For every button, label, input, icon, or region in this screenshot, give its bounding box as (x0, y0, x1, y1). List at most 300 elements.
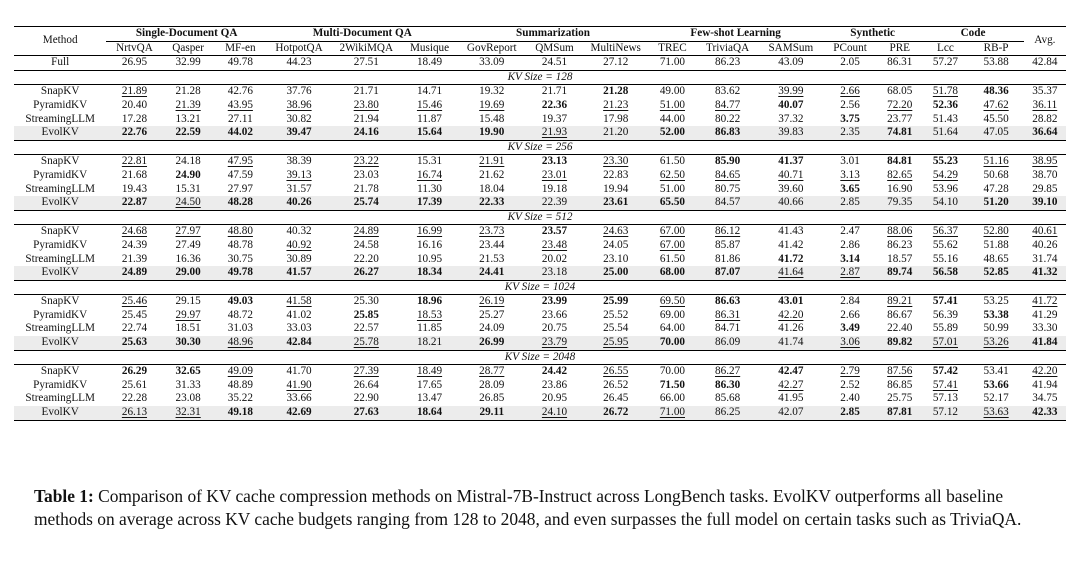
value-cell: 47.62 (983, 98, 1009, 111)
value-cell: 57.41 (932, 295, 958, 308)
value-cell: 44.02 (214, 126, 267, 140)
value-cell: 52.85 (969, 266, 1024, 280)
value-cell: 20.75 (541, 322, 568, 335)
value-cell: 40.32 (286, 225, 312, 238)
table-caption (34, 485, 1064, 531)
value-cell: 32.65 (175, 365, 201, 378)
value-cell: 54.10 (922, 196, 968, 210)
method-cell: PyramidKV (33, 98, 88, 111)
value-cell: 23.13 (541, 155, 568, 168)
results-table (14, 26, 1066, 421)
column-header: Lcc (922, 41, 968, 56)
value-cell: 3.01 (840, 155, 860, 168)
value-cell: 22.39 (526, 196, 583, 210)
table-row (14, 196, 1066, 210)
table-row (14, 169, 1066, 183)
value-cell: 18.64 (401, 406, 457, 420)
value-cell: 25.27 (479, 308, 505, 321)
table-row (14, 309, 1066, 323)
group-header-code: Code (922, 27, 1023, 42)
value-cell: 21.91 (479, 155, 505, 168)
value-cell: 24.89 (106, 266, 162, 280)
column-header: HotpotQA (267, 41, 331, 56)
value-cell: 23.73 (479, 225, 505, 238)
value-cell: 24.16 (331, 126, 401, 140)
value-cell: 2.35 (823, 126, 877, 140)
value-cell: 57.12 (922, 406, 968, 420)
table-row (14, 266, 1066, 280)
value-cell: 22.28 (121, 392, 148, 405)
value-cell: 42.27 (778, 378, 804, 391)
value-cell: 40.71 (778, 168, 804, 181)
value-cell: 2.85 (823, 406, 877, 420)
value-cell: 18.49 (416, 365, 443, 378)
value-cell: 40.07 (778, 98, 804, 111)
table-row (14, 155, 1066, 169)
value-cell: 11.85 (417, 322, 442, 335)
value-cell: 11.87 (417, 112, 442, 125)
value-cell: 19.32 (479, 85, 505, 98)
method-cell: PyramidKV (33, 378, 88, 391)
column-header: SAMSum (759, 41, 823, 56)
method-cell: EvolKV (14, 126, 106, 140)
value-cell: 2.47 (840, 225, 860, 238)
value-cell: 44.00 (659, 112, 685, 125)
group-header-summarization: Summarization (458, 27, 649, 42)
group-header-few-shot: Few-shot Learning (648, 27, 823, 42)
value-cell: 42.69 (267, 406, 331, 420)
value-cell: 89.74 (877, 266, 922, 280)
column-header: RB-P (969, 41, 1024, 56)
value-cell: 33.30 (1032, 322, 1058, 335)
value-cell: 15.48 (479, 112, 505, 125)
value-cell: 26.52 (603, 378, 629, 391)
value-cell: 22.74 (121, 322, 148, 335)
method-cell: SnapKV (40, 295, 80, 308)
value-cell: 23.66 (541, 308, 568, 321)
value-cell: 57.13 (932, 392, 958, 405)
value-cell: 2.52 (840, 378, 860, 391)
value-cell: 26.45 (603, 392, 629, 405)
value-cell: 25.54 (603, 322, 629, 335)
column-header-row (14, 41, 1066, 56)
value-cell: 21.93 (526, 126, 583, 140)
value-cell: 47.59 (227, 168, 253, 181)
method-cell: StreamingLLM (25, 252, 95, 265)
value-cell: 79.35 (877, 196, 922, 210)
value-cell: 31.74 (1032, 252, 1058, 265)
value-cell: 51.64 (922, 126, 968, 140)
value-cell: 24.89 (353, 225, 379, 238)
value-cell: 32.99 (175, 56, 201, 69)
value-cell: 53.38 (983, 308, 1009, 321)
value-cell: 30.82 (286, 112, 312, 125)
value-cell: 18.04 (479, 182, 505, 195)
value-cell: 23.48 (541, 238, 568, 251)
value-cell: 38.96 (286, 98, 312, 111)
value-cell: 16.36 (175, 252, 201, 265)
value-cell: 41.43 (778, 225, 804, 238)
value-cell: 42.84 (1032, 56, 1058, 69)
value-cell: 23.18 (526, 266, 583, 280)
value-cell: 21.71 (353, 85, 379, 98)
value-cell: 85.90 (715, 155, 741, 168)
value-cell: 22.33 (458, 196, 526, 210)
results-table-container (14, 26, 1066, 421)
method-cell: Full (51, 56, 70, 69)
value-cell: 56.58 (922, 266, 968, 280)
table-row (14, 183, 1066, 197)
value-cell: 18.49 (416, 56, 443, 69)
value-cell: 18.51 (175, 322, 201, 335)
value-cell: 52.80 (983, 225, 1009, 238)
kv-size-section-header (14, 280, 1066, 295)
value-cell: 41.02 (286, 308, 312, 321)
method-cell: PyramidKV (33, 308, 88, 321)
value-cell: 68.05 (887, 85, 913, 98)
value-cell: 53.63 (969, 406, 1024, 420)
value-cell: 42.84 (267, 336, 331, 350)
value-cell: 26.55 (603, 365, 629, 378)
value-cell: 86.63 (715, 295, 741, 308)
value-cell: 29.00 (163, 266, 214, 280)
value-cell: 21.71 (541, 85, 568, 98)
value-cell: 49.09 (227, 365, 253, 378)
value-cell: 19.90 (458, 126, 526, 140)
value-cell: 87.07 (697, 266, 759, 280)
value-cell: 3.65 (840, 182, 860, 195)
value-cell: 3.13 (840, 168, 860, 181)
method-cell: EvolKV (14, 406, 106, 420)
value-cell: 26.27 (331, 266, 401, 280)
value-cell: 21.28 (603, 85, 629, 98)
value-cell: 57.42 (932, 365, 958, 378)
value-cell: 53.25 (983, 295, 1009, 308)
value-cell: 56.39 (932, 308, 958, 321)
value-cell: 23.61 (583, 196, 648, 210)
value-cell: 3.49 (840, 322, 860, 335)
value-cell: 41.94 (1032, 378, 1058, 391)
value-cell: 26.95 (121, 56, 148, 69)
value-cell: 39.47 (267, 126, 331, 140)
value-cell: 2.56 (840, 98, 860, 111)
value-cell: 2.66 (840, 308, 860, 321)
value-cell: 89.21 (887, 295, 913, 308)
value-cell: 61.50 (659, 252, 685, 265)
value-cell: 67.00 (659, 238, 685, 251)
value-cell: 31.57 (286, 182, 312, 195)
value-cell: 21.68 (121, 168, 148, 181)
value-cell: 24.10 (526, 406, 583, 420)
table-row (14, 99, 1066, 113)
value-cell: 28.77 (479, 365, 505, 378)
value-cell: 25.78 (331, 336, 401, 350)
value-cell: 2.87 (823, 266, 877, 280)
value-cell: 32.31 (163, 406, 214, 420)
value-cell: 26.85 (479, 392, 505, 405)
value-cell: 33.03 (286, 322, 312, 335)
value-cell: 23.03 (353, 168, 379, 181)
value-cell: 22.83 (603, 168, 629, 181)
value-cell: 74.81 (877, 126, 922, 140)
value-cell: 47.28 (983, 182, 1009, 195)
value-cell: 19.43 (121, 182, 148, 195)
value-cell: 66.00 (659, 392, 685, 405)
method-cell: StreamingLLM (25, 112, 95, 125)
value-cell: 52.36 (932, 98, 958, 111)
value-cell: 86.23 (715, 56, 741, 69)
value-cell: 19.37 (541, 112, 568, 125)
value-cell: 24.90 (175, 168, 201, 181)
value-cell: 55.23 (932, 155, 958, 168)
value-cell: 21.23 (603, 98, 629, 111)
kv-size-label: KV Size = 1024 (14, 280, 1066, 295)
value-cell: 3.06 (823, 336, 877, 350)
value-cell: 16.16 (416, 238, 443, 251)
value-cell: 26.29 (121, 365, 148, 378)
value-cell: 71.00 (659, 56, 685, 69)
table-row (14, 225, 1066, 239)
value-cell: 87.56 (887, 365, 913, 378)
value-cell: 19.69 (479, 98, 505, 111)
value-cell: 83.62 (715, 85, 741, 98)
value-cell: 23.77 (887, 112, 913, 125)
value-cell: 41.58 (286, 295, 312, 308)
value-cell: 47.95 (227, 155, 253, 168)
value-cell: 86.12 (715, 225, 741, 238)
value-cell: 20.40 (121, 98, 148, 111)
method-cell: StreamingLLM (25, 322, 95, 335)
kv-size-section-header (14, 140, 1066, 155)
group-header-single-doc-qa: Single-Document QA (106, 27, 267, 42)
value-cell: 22.90 (353, 392, 379, 405)
value-cell: 53.26 (969, 336, 1024, 350)
value-cell: 13.47 (416, 392, 443, 405)
value-cell: 13.21 (175, 112, 201, 125)
value-cell: 51.00 (659, 182, 685, 195)
value-cell: 28.09 (479, 378, 505, 391)
kv-size-label: KV Size = 256 (14, 140, 1066, 155)
value-cell: 41.95 (778, 392, 804, 405)
value-cell: 48.78 (227, 238, 253, 251)
column-header: QMSum (526, 41, 583, 56)
method-cell: StreamingLLM (25, 182, 95, 195)
value-cell: 42.20 (1032, 365, 1058, 378)
value-cell: 64.00 (659, 322, 685, 335)
method-cell: PyramidKV (33, 168, 88, 181)
value-cell: 49.03 (227, 295, 253, 308)
value-cell: 3.14 (840, 252, 860, 265)
kv-size-label: KV Size = 512 (14, 210, 1066, 225)
value-cell: 43.09 (778, 56, 804, 69)
value-cell: 42.20 (778, 308, 804, 321)
value-cell: 39.83 (759, 126, 823, 140)
value-cell: 21.53 (479, 252, 505, 265)
value-cell: 49.78 (214, 266, 267, 280)
value-cell: 39.99 (778, 85, 804, 98)
group-header-synthetic: Synthetic (823, 27, 922, 42)
value-cell: 15.31 (175, 182, 201, 195)
value-cell: 22.57 (353, 322, 379, 335)
value-cell: 69.50 (659, 295, 685, 308)
value-cell: 41.74 (759, 336, 823, 350)
value-cell: 53.41 (983, 365, 1009, 378)
value-cell: 55.89 (932, 322, 958, 335)
value-cell: 41.42 (778, 238, 804, 251)
value-cell: 89.82 (877, 336, 922, 350)
value-cell: 21.89 (121, 85, 148, 98)
value-cell: 36.11 (1032, 98, 1058, 111)
value-cell: 27.49 (175, 238, 201, 251)
value-cell: 21.62 (479, 168, 505, 181)
column-header: PCount (823, 41, 877, 56)
kv-size-label: KV Size = 128 (14, 70, 1066, 85)
value-cell: 24.41 (458, 266, 526, 280)
value-cell: 37.76 (286, 85, 312, 98)
table-row (14, 85, 1066, 99)
value-cell: 41.90 (286, 378, 312, 391)
table-row (14, 406, 1066, 420)
value-cell: 38.70 (1032, 168, 1058, 181)
column-header: MultiNews (583, 41, 648, 56)
value-cell: 49.78 (227, 56, 253, 69)
value-cell: 88.06 (887, 225, 913, 238)
value-cell: 35.22 (227, 392, 253, 405)
value-cell: 43.95 (227, 98, 253, 111)
value-cell: 25.00 (583, 266, 648, 280)
value-cell: 51.00 (659, 98, 685, 111)
value-cell: 29.11 (458, 406, 526, 420)
value-cell: 86.25 (697, 406, 759, 420)
value-cell: 22.40 (887, 322, 913, 335)
value-cell: 39.60 (778, 182, 804, 195)
value-cell: 42.47 (778, 365, 804, 378)
value-cell: 10.95 (416, 252, 443, 265)
value-cell: 84.57 (697, 196, 759, 210)
value-cell: 72.20 (887, 98, 913, 111)
value-cell: 56.37 (932, 225, 958, 238)
table-row (14, 253, 1066, 267)
value-cell: 39.13 (286, 168, 312, 181)
value-cell: 23.86 (541, 378, 568, 391)
value-cell: 25.63 (106, 336, 162, 350)
value-cell: 24.39 (121, 238, 148, 251)
value-cell: 21.94 (353, 112, 379, 125)
value-cell: 48.96 (214, 336, 267, 350)
method-cell: PyramidKV (33, 238, 88, 251)
value-cell: 11.30 (417, 182, 442, 195)
value-cell: 30.75 (227, 252, 253, 265)
method-cell: SnapKV (40, 225, 80, 238)
value-cell: 71.00 (648, 406, 696, 420)
value-cell: 54.29 (932, 168, 958, 181)
value-cell: 48.36 (983, 85, 1009, 98)
value-cell: 41.26 (778, 322, 804, 335)
value-cell: 2.85 (823, 196, 877, 210)
value-cell: 61.50 (659, 155, 685, 168)
value-cell: 21.39 (121, 252, 148, 265)
value-cell: 41.57 (267, 266, 331, 280)
value-cell: 18.53 (416, 308, 443, 321)
value-cell: 18.21 (401, 336, 457, 350)
value-cell: 57.27 (932, 56, 958, 69)
value-cell: 27.11 (227, 112, 253, 125)
value-cell: 23.22 (353, 155, 379, 168)
value-cell: 87.81 (877, 406, 922, 420)
table-row (14, 365, 1066, 379)
caption-label: Table 1: (34, 486, 94, 506)
method-cell: SnapKV (40, 85, 80, 98)
value-cell: 51.78 (932, 85, 958, 98)
value-cell: 25.75 (887, 392, 913, 405)
method-cell: SnapKV (40, 365, 80, 378)
value-cell: 27.51 (353, 56, 379, 69)
column-header: MF-en (214, 41, 267, 56)
value-cell: 44.23 (286, 56, 312, 69)
table-row (14, 336, 1066, 350)
value-cell: 38.39 (286, 155, 312, 168)
value-cell: 86.83 (697, 126, 759, 140)
value-cell: 70.00 (659, 365, 685, 378)
value-cell: 23.01 (541, 168, 568, 181)
value-cell: 39.10 (1024, 196, 1066, 210)
value-cell: 49.00 (659, 85, 685, 98)
value-cell: 27.63 (331, 406, 401, 420)
value-cell: 40.61 (1032, 225, 1058, 238)
value-cell: 33.66 (286, 392, 312, 405)
table-row (14, 113, 1066, 127)
value-cell: 41.84 (1024, 336, 1066, 350)
value-cell: 57.01 (922, 336, 968, 350)
value-cell: 82.65 (887, 168, 913, 181)
value-cell: 23.08 (175, 392, 201, 405)
value-cell: 48.65 (983, 252, 1009, 265)
value-cell: 33.09 (479, 56, 505, 69)
column-header: 2WikiMQA (331, 41, 401, 56)
value-cell: 29.85 (1032, 182, 1058, 195)
avg-header: Avg. (1024, 27, 1066, 56)
value-cell: 24.42 (541, 365, 568, 378)
kv-size-label: KV Size = 2048 (14, 350, 1066, 365)
method-header: Method (14, 27, 106, 56)
value-cell: 41.64 (759, 266, 823, 280)
column-header: TriviaQA (697, 41, 759, 56)
value-cell: 19.18 (541, 182, 568, 195)
value-cell: 84.77 (715, 98, 741, 111)
value-cell: 40.92 (286, 238, 312, 251)
value-cell: 47.05 (969, 126, 1024, 140)
value-cell: 48.80 (227, 225, 253, 238)
value-cell: 86.30 (715, 378, 741, 391)
column-header: Qasper (163, 41, 214, 56)
value-cell: 31.03 (227, 322, 253, 335)
value-cell: 80.75 (715, 182, 741, 195)
value-cell: 18.57 (887, 252, 913, 265)
table-row (14, 322, 1066, 336)
value-cell: 17.98 (603, 112, 629, 125)
kv-size-section-header (14, 350, 1066, 365)
value-cell: 86.27 (715, 365, 741, 378)
value-cell: 27.97 (175, 225, 201, 238)
value-cell: 51.16 (983, 155, 1009, 168)
value-cell: 86.23 (887, 238, 913, 251)
group-header-multi-doc-qa: Multi-Document QA (267, 27, 458, 42)
value-cell: 30.89 (286, 252, 312, 265)
value-cell: 51.43 (932, 112, 958, 125)
value-cell: 22.20 (353, 252, 379, 265)
value-cell: 24.09 (479, 322, 505, 335)
value-cell: 2.66 (840, 85, 860, 98)
